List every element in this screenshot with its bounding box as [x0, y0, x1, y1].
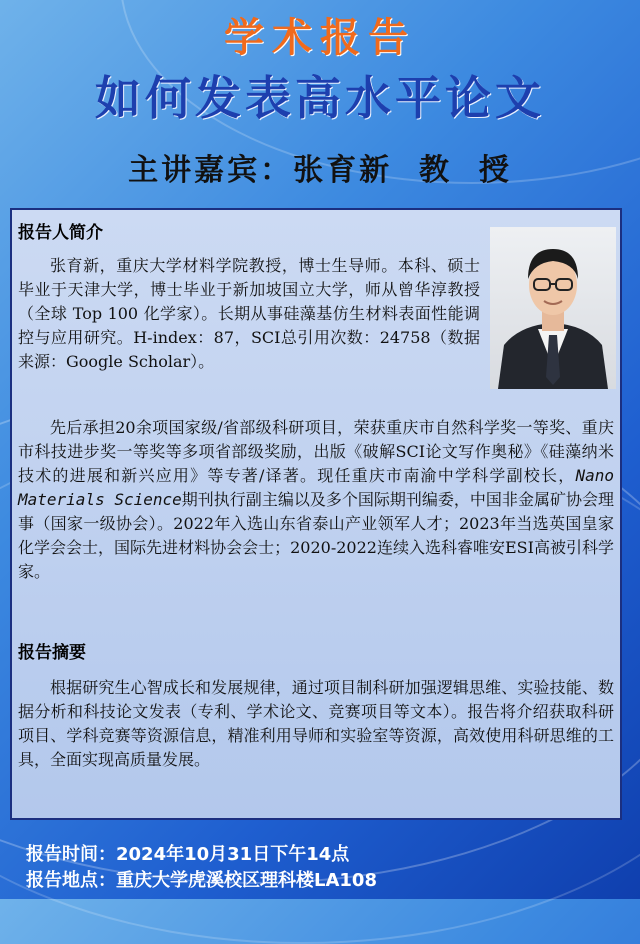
abstract-heading: 报告摘要: [18, 643, 86, 663]
abstract-paragraph: 根据研究生心智成长和发展规律，通过项目制科研加强逻辑思维、实验技能、数据分析和科技论文发表（专利、学术论文、竞赛项目等文本）。报告将介绍获取科研项目、学科竞赛等资源信息，精准利用导师和实验室等资源，高效使用科研思维的工具，全面实现高质量发展。: [18, 678, 614, 769]
talk-time: 报告时间：2024年10月31日下午14点: [26, 844, 350, 865]
journal-name: Nano Materials Science: [18, 466, 614, 509]
speaker-photo: [490, 227, 616, 389]
bio-paragraph-2: [18, 416, 614, 584]
event-type-title: 学术报告: [224, 14, 416, 61]
bio-paragraph-2-part-b: 期刊执行副主编以及多个国际期刊编委，中国非金属矿协会理事（国家一级协会）。2022年入选山东省泰山产业领军人才；2023年当选英国皇家化学会会士，国际先进材料协会会士；2020-2022连续入选科睿唯安ESI高被引科学家。: [18, 490, 614, 581]
bio-heading: 报告人简介: [18, 223, 103, 243]
content-panel: [10, 208, 622, 820]
speaker-portrait-icon: [490, 227, 616, 389]
bio-paragraph-1: 张育新，重庆大学材料学院教授，博士生导师。本科、硕士毕业于天津大学，博士毕业于新加坡国立大学，师从曾华淳教授（全球 Top 100 化学家）。长期从事硅藻基仿生材料表面性能调控与应用研究。H-index：87，SCI总引用次数：24758（数据来源：Google Scholar）。: [18, 256, 480, 371]
bio-paragraph-2-part-a: 先后承担20余项国家级/省部级科研项目，荣获重庆市自然科学奖一等奖、重庆市科技进步奖一等奖等多项省部级奖励，出版《破解SCI论文写作奥秘》《硅藻纳米技术的进展和新兴应用》等专著/译著。现任重庆市南渝中学科学副校长，: [18, 418, 614, 485]
talk-title: 如何发表高水平论文: [95, 71, 545, 125]
talk-place: 报告地点：重庆大学虎溪校区理科楼LA108: [26, 870, 377, 891]
speaker-line: 主讲嘉宾：张育新 教 授: [128, 153, 512, 188]
